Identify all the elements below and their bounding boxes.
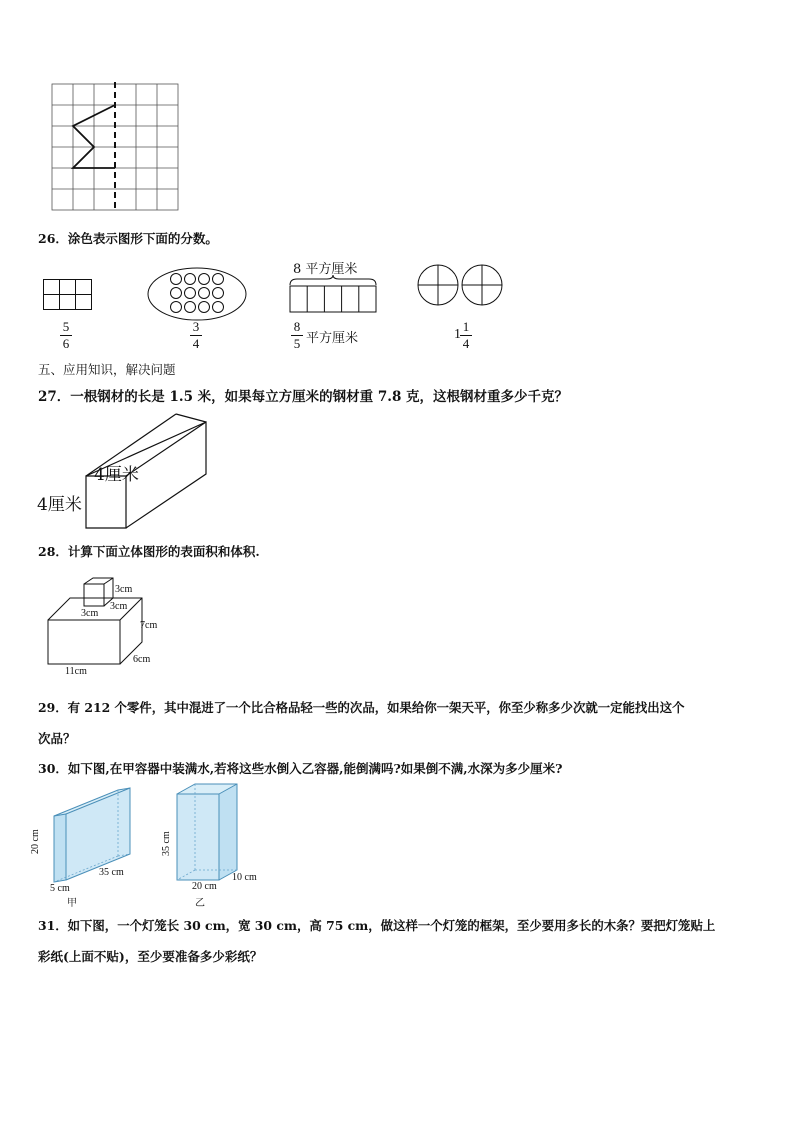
question-31-line1: 31．如下图，一个灯笼长 30 cm，宽 30 cm，高 75 cm，做这样一个灯笼的框架，至少要用多长的木条？要把灯笼贴上 (38, 918, 716, 933)
ellipse-circles (147, 266, 247, 322)
q27-label-left: 4厘米 (37, 495, 82, 515)
jia-depth-label: 5 cm (50, 883, 70, 894)
label-box-h: 7cm (140, 620, 158, 631)
question-28: 28．计算下面立体图形的表面积和体积. (38, 544, 260, 559)
two-circles-quartered (416, 262, 508, 308)
yi-width-label: 20 cm (192, 881, 217, 892)
fraction-one-fourth: 1 4 (460, 320, 472, 351)
sq-cm-unit: 平方厘米 (306, 331, 359, 346)
jia-height-label: 20 cm (30, 829, 41, 854)
label-box-d: 6cm (133, 654, 151, 665)
question-29-line2: 次品？ (38, 731, 76, 746)
yi-depth-label: 10 cm (232, 872, 257, 883)
mixed-number-whole: 1 (454, 327, 461, 342)
fraction-three-fourths: 3 4 (190, 320, 202, 351)
label-box-w: 11cm (65, 666, 87, 677)
q27-label-top: 4厘米 (94, 465, 139, 485)
symmetry-grid-figure (52, 84, 180, 212)
question-26: 26．涂色表示图形下面的分数。 (38, 231, 218, 246)
label-cube-w: 3cm (81, 608, 99, 619)
question-27: 27．一根钢材的长是 1.5 米，如果每立方厘米的钢材重 7.8 克，这根钢材重多少千克？ (38, 389, 569, 405)
question-31-line2: 彩纸(上面不贴)，至少要准备多少彩纸？ (38, 949, 263, 964)
eight-sq-cm-label: 8 平方厘米 (293, 262, 358, 277)
fraction-five-sixths: 5 6 (60, 320, 72, 351)
brace-rect-strip (289, 275, 379, 317)
label-cube-d: 3cm (110, 601, 128, 612)
jia-width-label: 35 cm (99, 867, 124, 878)
yi-height-label: 35 cm (161, 831, 172, 856)
jia-name: 甲 (67, 898, 77, 909)
container-yi (175, 782, 241, 882)
fraction-eight-fifths: 8 5 (291, 320, 303, 351)
question-30: 30．如下图,在甲容器中装满水,若将这些水倒入乙容器,能倒满吗?如果倒不满,水深为多少厘米? (38, 761, 563, 776)
yi-name: 乙 (195, 898, 205, 909)
question-29-line1: 29．有 212 个零件，其中混进了一个比合格品轻一些的次品，如果给你一架天平，你至少称多少次就一定能找出这个 (38, 700, 685, 715)
section-five-heading: 五、应用知识，解决问题 (38, 362, 176, 377)
label-cube-h: 3cm (115, 584, 133, 595)
rect-grid-2x3 (43, 279, 93, 311)
